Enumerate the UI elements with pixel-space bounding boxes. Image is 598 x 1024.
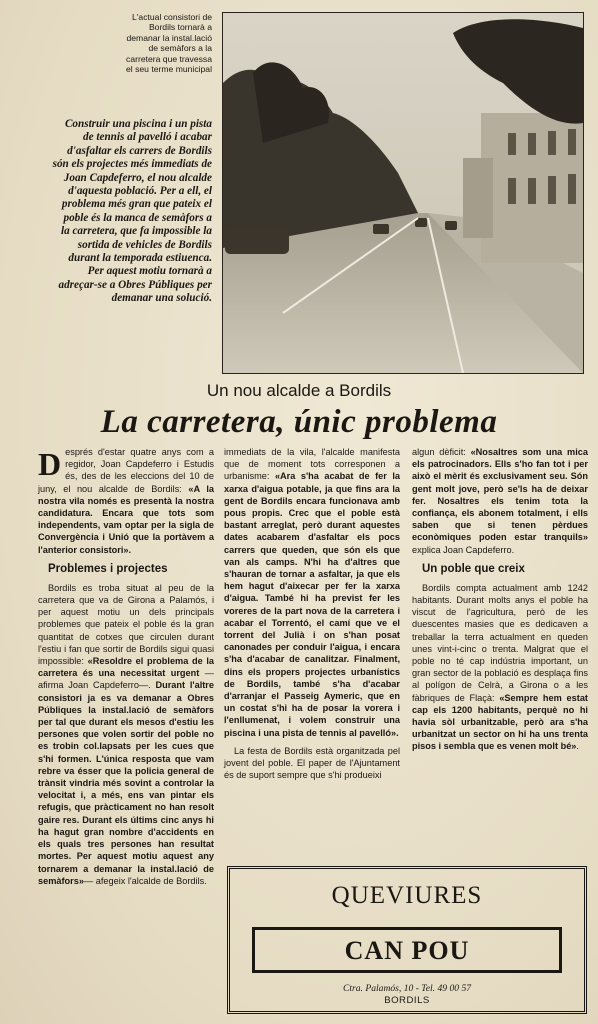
- photo-caption: L'actual consistori de Bordils tornarà a demanar la instal.lació de semàfors a la carretera que travessa el seu terme municipal: [126, 12, 212, 75]
- p1-text: Bordils es troba situat al peu de la carretera que va de Girona a Palamós, i per aquest motiu un dels principals problemes que pateix el poble és la gran quantitat de cotxes que circulen durant l'estiu i fan que sortir de Bordils sigui quasi impossible:: [38, 582, 214, 667]
- ad-shop-name: CAN POU: [344, 936, 470, 965]
- headline: La carretera, únic problema: [100, 404, 498, 440]
- subhead-poble: Un poble que creix: [422, 562, 525, 575]
- ad-address: Ctra. Palamós, 10 - Tel. 49 00 57: [342, 983, 472, 994]
- p4-text: algun dèficit:: [412, 447, 471, 457]
- article-column-3: [412, 446, 588, 759]
- paragraph-urbanisme: [224, 446, 400, 739]
- street-photo: [222, 12, 584, 374]
- intro-quote: «A la nostra vila només es presentà la nostra candidatura. Encara que tots som independents, vam optar per la sigla de Convergència i Unió que la portàvem a l'anterior consistori».: [38, 483, 214, 555]
- paragraph-deficit: [412, 446, 588, 556]
- p5-closing: .: [576, 741, 579, 752]
- p4-closing: explica Joan Capdeferro.: [412, 544, 515, 555]
- paragraph-poble: [412, 582, 588, 753]
- article-lead: Construir una piscina i un pista de tennis al pavelló i acabar d'asfaltar els carrers de Bordils són els projectes més immediats de Joan Capdeferro, el nou alcalde d'aquesta població. Per a ell, el problema més gran que pateix el poble és la manca de semàfors a la carretera, que fa impossible la sortida de vehicles de Bordils durant la temporada estiuenca. Per aquest motiu tornarà a adreçar-se a Obres Públiques per demanar una solució.: [52, 118, 212, 305]
- paragraph-carretera: [38, 582, 214, 887]
- paragraph-festa: La festa de Bordils està organitzada pel jovent del poble. El paper de l'Ajuntament és de suport sempre que s'hi produeixi: [224, 745, 400, 781]
- subhead-problemes: Problemes i projectes: [48, 562, 168, 575]
- ad-town: BORDILS: [384, 995, 430, 1006]
- p1-quote-1: «Resoldre el problema de la carretera és una necessitat urgent: [38, 656, 214, 679]
- p1-closing: — afegeix l'alcalde de Bordils.: [83, 875, 207, 886]
- p4-quote: «Nosaltres som una mica els patrocinadors. Ells s'ho fan tot i per això el mèrit és exclusivament seu. Són gent molt jove, però se'ls ha de deixar fer. Nosaltres els tenim tota la confiança, els abonem totalment, i ells saben que si tenen pèrdues econòmiques poden estar tranquils»: [412, 447, 588, 543]
- ad-name-box: [252, 927, 562, 973]
- article-column-1: [38, 446, 214, 893]
- intro-paragraph: [38, 446, 214, 556]
- article-column-2: [224, 446, 400, 787]
- ad-title: QUEVIURES: [331, 882, 483, 909]
- drop-cap: D: [38, 446, 62, 482]
- advertisement: [227, 866, 587, 1014]
- p2-text: immediats de la vila, l'alcalde manifesta que de moment tots corresponen a urbanisme:: [224, 447, 400, 482]
- intro-text: esprés d'estar quatre anys com a regidor, Joan Capdeferro i Estudis és, des de les eleccions del 10 de juny, el nou alcalde de Bordils:: [38, 447, 214, 494]
- headline-kicker: Un nou alcalde a Bordils: [206, 381, 392, 400]
- p5-quote: «Sempre hem estat cap els 1200 habitants, perquè no hi havia sòl urbanitzable, però ara s'ha urbanitzat un sector on hi ha uns trenta pisos i sembla que es venen molt bé»: [412, 692, 588, 752]
- p5-text: Bordils compta actualment amb 1242 habitants. Durant molts anys el poble ha viscut de l'agricultura, però de les duescentes masies que es dedicaven a treballar la terra actualment en queden unes vint-i-cinc o trenta. Malgrat que el poble no té cap indústria important, un gran sector de la població es desplaça fins al polígon de Celrà, a Girona o a les fàbriques de Flaçà:: [412, 582, 588, 703]
- p2-quote: «Ara s'ha acabat de fer la xarxa d'aigua potable, ja que fins ara la gent de Bordils encara funcionava amb pous propis. Crec que el poble està bastant arreglat, però durant aquestes dates acabarem d'asfaltar els pocs carrers que queden, que són els que van als camps. N'hi ha d'altres que s'hauran de tornar a asfaltar, ja que els hem hagut d'aixecar per fer la xarxa d'aigua. També hi ha previst fer les voreres de la part nova de la carretera i acabar el Torrentó, el camí que ve el torrent del Julià i on s'han posat canonades per conduir l'aigua, i encara s'ha d'acabar de canalitzar. Finalment, dins els propers projectes urbanístics de Bordils, també s'ha d'acabar d'arranjar el Passeig Aymeric, que en un costat s'hi ha de posar la vorera i l'enllumenat, i volem construir una piscina i una pista de tennis al pavelló».: [224, 471, 400, 738]
- p1-attribution: —afirma Joan Capdeferro—.: [38, 668, 214, 691]
- p1-quote-2: Durant l'altre consistori ja es va demanar a Obres Públiques la instal.lació de semàfors per tal que durant els mesos d'estiu les persones que volen sortir del poble no es trobin col.lapsats per les cues que s'hi formen. L'única resposta que vam rebre va ésser que la policia general de trànsit vindria més sovint a controlar la velocitat i, a més, ens van pintar els refugis, que pràcticament no han resolt gaire res. Durant els últims cinc anys hi ha hagut gran nombre d'accidents en els quals tres persones han resultat mortes. Per aquest motiu aquest any tornarem a demanar la instal.lació de semàfors»: [38, 680, 214, 886]
